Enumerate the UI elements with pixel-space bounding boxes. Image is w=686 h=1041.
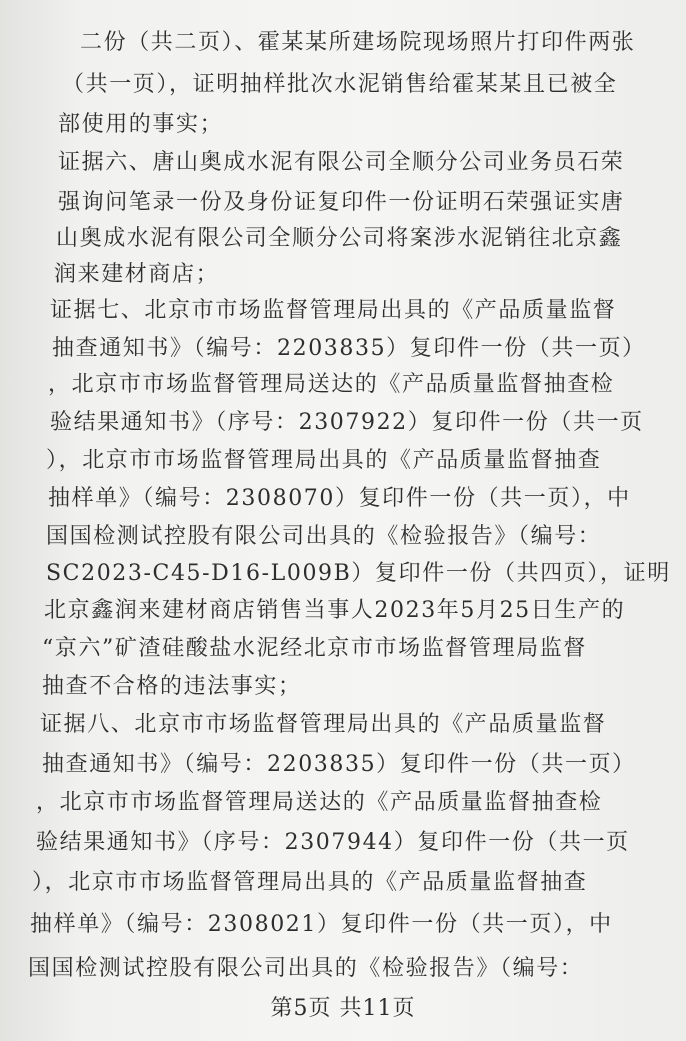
text-line: 抽查通知书》（编号：2203835）复印件一份（共一页） — [42, 752, 636, 777]
text-line: ，北京市市场监督管理局送达的《产品质量监督抽查检 — [48, 372, 615, 397]
text-line: 山奥成水泥有限公司全顺分公司将案涉水泥销往北京鑫 — [56, 226, 623, 251]
text-line: 抽样单》（编号：2308070）复印件一份（共一页），中 — [48, 486, 631, 511]
text-line: 国国检测试控股有限公司出具的《检验报告》（编号： — [28, 956, 584, 981]
text-line: 部使用的事实； — [58, 112, 224, 137]
text-line: 强询问笔录一份及身份证复印件一份证明石荣强证实唐 — [58, 190, 625, 215]
text-line: 验结果通知书》（序号：2307944）复印件一份（共一页 — [36, 830, 630, 855]
text-line: 抽查不合格的违法事实； — [42, 674, 302, 699]
text-line: 国国检测试控股有限公司出具的《检验报告》（编号： — [46, 524, 602, 549]
text-line: 北京鑫润来建材商店销售当事人2023年5月25日生产的 — [44, 598, 626, 623]
text-line: ，北京市市场监督管理局送达的《产品质量监督抽查检 — [36, 790, 603, 815]
text-line: 证据七、北京市市场监督管理局出具的《产品质量监督 — [50, 298, 617, 323]
text-line: 二份（共二页）、霍某某所建场院现场照片打印件两张 — [80, 30, 636, 55]
text-line: ），北京市市场监督管理局出具的《产品质量监督抽查 — [46, 448, 602, 473]
text-line: 证据六、唐山奥成水泥有限公司全顺分公司业务员石荣 — [58, 150, 625, 175]
text-line: 润来建材商店； — [54, 262, 220, 287]
text-line: 证据八、北京市市场监督管理局出具的《产品质量监督 — [40, 712, 607, 737]
text-line: 抽查通知书》（编号：2203835）复印件一份（共一页） — [52, 336, 646, 361]
page-number: 第5页 共11页 — [270, 996, 416, 1021]
text-line: 验结果通知书》（序号：2307922）复印件一份（共一页 — [50, 410, 644, 435]
text-line: （共一页），证明抽样批次水泥销售给霍某某且已被全 — [62, 72, 618, 97]
text-line: 抽样单》（编号：2308021）复印件一份（共一页），中 — [30, 912, 613, 937]
text-line: SC2023-C45-D16-L009B）复印件一份（共四页），证明 — [46, 561, 671, 586]
text-line: “京六”矿渣硅酸盐水泥经北京市市场监督管理局监督 — [42, 636, 587, 661]
text-line: ），北京市市场监督管理局出具的《产品质量监督抽查 — [32, 870, 588, 895]
